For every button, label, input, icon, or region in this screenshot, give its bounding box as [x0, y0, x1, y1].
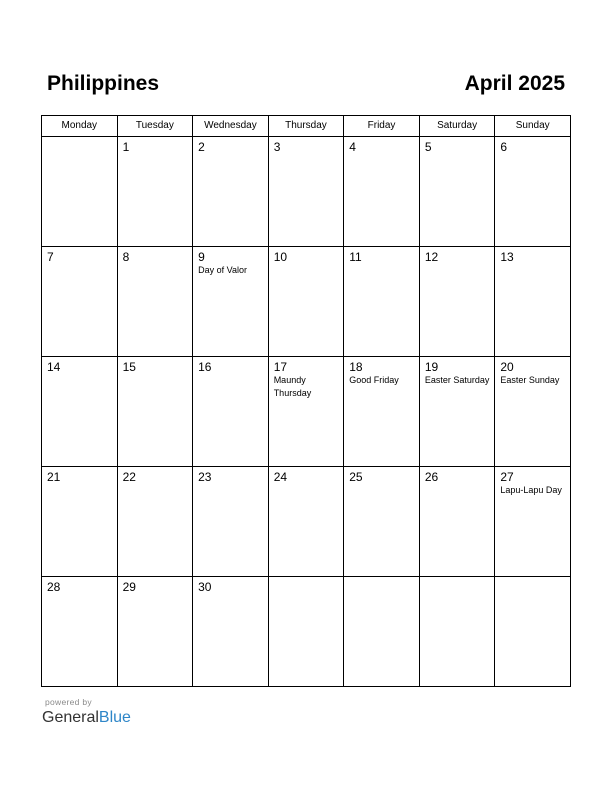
weekday-monday: Monday — [42, 116, 118, 137]
day-number: 9 — [198, 250, 205, 264]
day-number — [42, 137, 117, 140]
week-row — [42, 577, 571, 687]
day-number: 24 — [273, 470, 288, 484]
day-cell — [117, 467, 193, 577]
day-cell — [419, 357, 495, 467]
week-row — [42, 137, 571, 247]
day-number: 20 — [500, 360, 514, 374]
holiday-label: Easter Sunday — [500, 375, 560, 385]
calendar-grid — [41, 115, 571, 687]
weekday-header-row — [42, 116, 571, 137]
day-number: 10 — [273, 250, 288, 264]
weekday-tuesday: Tuesday — [117, 116, 193, 137]
holiday-label: Maundy Thursday — [273, 375, 312, 398]
day-cell — [193, 357, 269, 467]
day-cell — [117, 577, 193, 687]
day-number: 30 — [198, 580, 212, 594]
day-number: 14 — [47, 360, 61, 374]
weekday-thursday: Thursday — [268, 116, 344, 137]
brand-logo — [42, 708, 131, 728]
day-number: 21 — [47, 470, 61, 484]
day-number: 28 — [47, 580, 61, 594]
day-cell — [419, 577, 495, 687]
day-cell — [344, 357, 420, 467]
day-cell — [344, 247, 420, 357]
day-number: 22 — [122, 470, 136, 484]
powered-by-label: powered by — [45, 697, 92, 707]
day-cell — [268, 577, 344, 687]
day-cell — [344, 577, 420, 687]
day-cell — [495, 247, 571, 357]
day-cell — [193, 467, 269, 577]
day-cell — [419, 467, 495, 577]
day-number: 11 — [349, 250, 362, 264]
brand-footer — [42, 697, 131, 728]
day-cell — [193, 247, 269, 357]
brand-general-text: General — [42, 709, 99, 726]
day-cell — [42, 577, 118, 687]
holiday-label: Good Friday — [349, 375, 399, 385]
day-cell — [117, 357, 193, 467]
day-cell — [268, 247, 344, 357]
day-cell — [495, 137, 571, 247]
day-cell — [268, 357, 344, 467]
day-number: 1 — [122, 140, 130, 154]
day-number: 12 — [424, 250, 439, 264]
day-number: 17 — [273, 360, 288, 374]
day-cell — [419, 247, 495, 357]
day-number: 19 — [424, 360, 439, 374]
week-row — [42, 357, 571, 467]
day-cell — [268, 467, 344, 577]
day-cell — [42, 137, 118, 247]
day-cell — [42, 467, 118, 577]
day-cell — [419, 137, 495, 247]
day-cell — [42, 357, 118, 467]
day-cell — [117, 137, 193, 247]
day-number — [495, 577, 570, 580]
day-number: 27 — [500, 470, 514, 484]
weekday-saturday: Saturday — [419, 116, 495, 137]
day-number: 15 — [122, 360, 136, 374]
day-cell — [117, 247, 193, 357]
day-number: 16 — [198, 360, 212, 374]
weekday-friday: Friday — [344, 116, 420, 137]
holiday-label: Lapu-Lapu Day — [500, 485, 562, 495]
holiday-label: Day of Valor — [198, 265, 247, 275]
day-number: 6 — [500, 140, 508, 154]
day-number: 2 — [198, 140, 205, 154]
day-number — [420, 577, 495, 580]
day-number: 23 — [198, 470, 212, 484]
day-number: 13 — [500, 250, 514, 264]
day-number — [269, 577, 344, 580]
day-number: 3 — [273, 140, 281, 154]
day-number: 8 — [122, 250, 130, 264]
weekday-wednesday: Wednesday — [193, 116, 269, 137]
weekday-sunday: Sunday — [495, 116, 571, 137]
month-title: April 2025 — [464, 72, 565, 95]
brand-blue-text: Blue — [98, 709, 131, 726]
day-cell — [495, 357, 571, 467]
day-cell — [193, 577, 269, 687]
day-number — [344, 577, 419, 580]
week-row — [42, 247, 571, 357]
day-number: 5 — [424, 140, 432, 154]
day-cell — [344, 137, 420, 247]
day-cell — [495, 577, 571, 687]
day-cell — [268, 137, 344, 247]
day-cell — [344, 467, 420, 577]
country-title: Philippines — [47, 72, 160, 95]
day-number: 25 — [349, 470, 363, 484]
day-number: 7 — [47, 250, 54, 264]
day-number: 4 — [349, 140, 356, 154]
day-number: 18 — [349, 360, 363, 374]
day-number: 29 — [122, 580, 136, 594]
day-cell — [42, 247, 118, 357]
day-cell — [495, 467, 571, 577]
week-row — [42, 467, 571, 577]
day-number: 26 — [424, 470, 439, 484]
day-cell — [193, 137, 269, 247]
holiday-label: Easter Saturday — [424, 375, 490, 385]
